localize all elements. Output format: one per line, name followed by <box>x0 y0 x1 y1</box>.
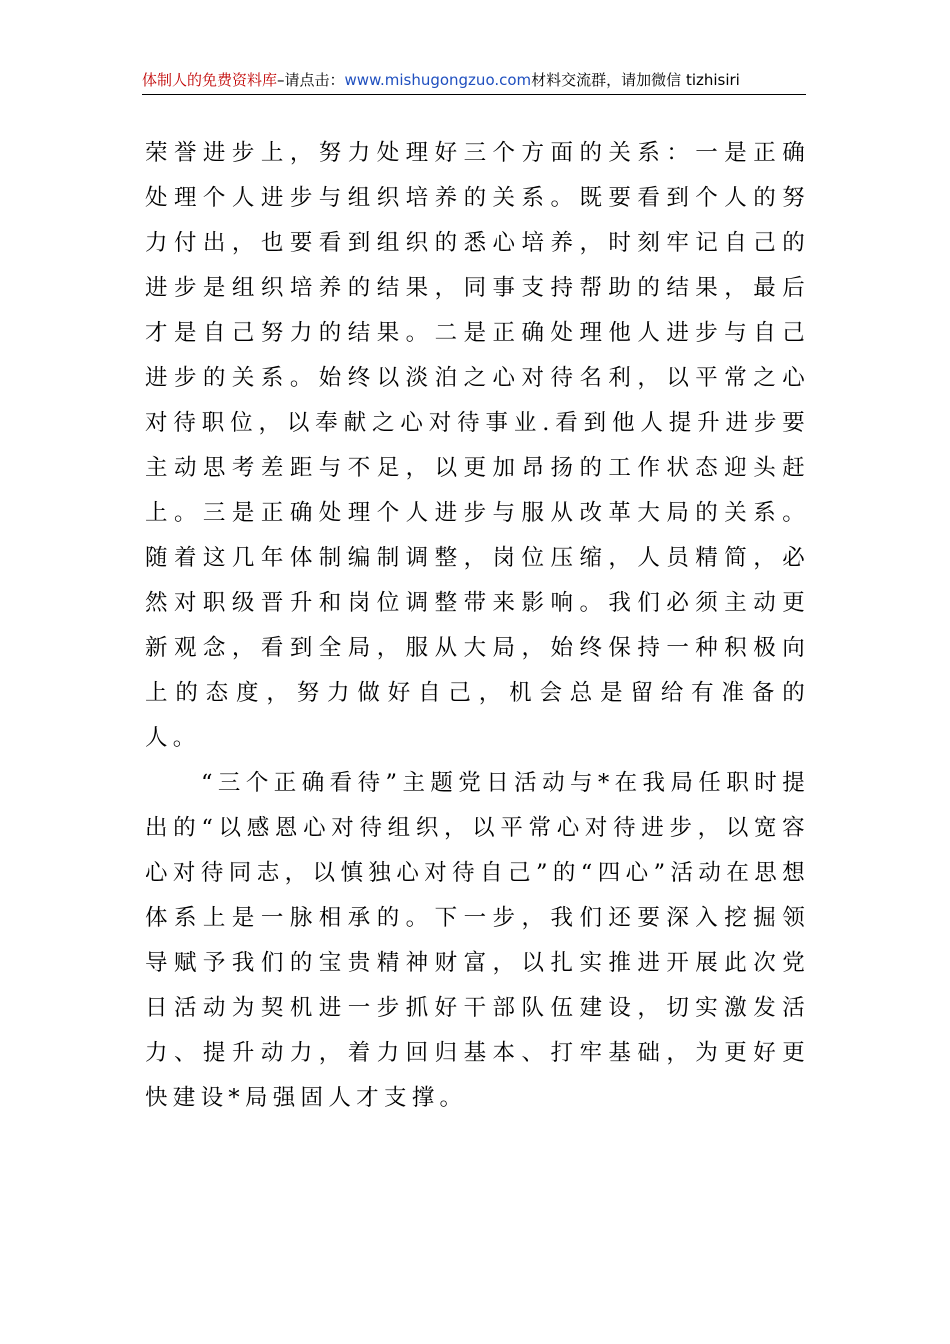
header-brand: 体制人的免费资料库 <box>142 71 278 89</box>
header-separator: –请点击： <box>277 71 345 89</box>
header-contact-note: 材料交流群，请加微信 tizhisiri <box>531 71 740 89</box>
paragraph-2: “三个正确看待”主题党日活动与*在我局任职时提出的“以感恩心对待组织，以平常心对待进步，以宽容心对待同志，以慎独心对待自己”的“四心”活动在思想体系上是一脉相承的。下一步，我们还要深入挖掘领导赋予我们的宝贵精神财富，以扎实推进开展此次党日活动为契机进一步抓好干部队伍建设，切实激发活力、提升动力，着力回归基本、打牢基础，为更好更快建设*局强固人才支撑。 <box>145 770 810 1111</box>
header-link[interactable]: www.mishugongzuo.com <box>344 71 532 89</box>
document-body <box>145 131 810 1121</box>
paragraph-1: 荣誉进步上，努力处理好三个方面的关系：一是正确处理个人进步与组织培养的关系。既要看到个人的努力付出，也要看到组织的悉心培养，时刻牢记自己的进步是组织培养的结果，同事支持帮助的结果，最后才是自己努力的结果。二是正确处理他人进步与自己进步的关系。始终以淡泊之心对待名利，以平常之心对待职位，以奉献之心对待事业.看到他人提升进步要主动思考差距与不足，以更加昂扬的工作状态迎头赶上。三是正确处理个人进步与服从改革大局的关系。随着这几年体制编制调整，岗位压缩，人员精简，必然对职级晋升和岗位调整带来影响。我们必须主动更新观念，看到全局，服从大局，始终保持一种积极向上的态度，努力做好自己，机会总是留给有准备的人。 <box>145 140 810 751</box>
page-header <box>142 70 806 95</box>
